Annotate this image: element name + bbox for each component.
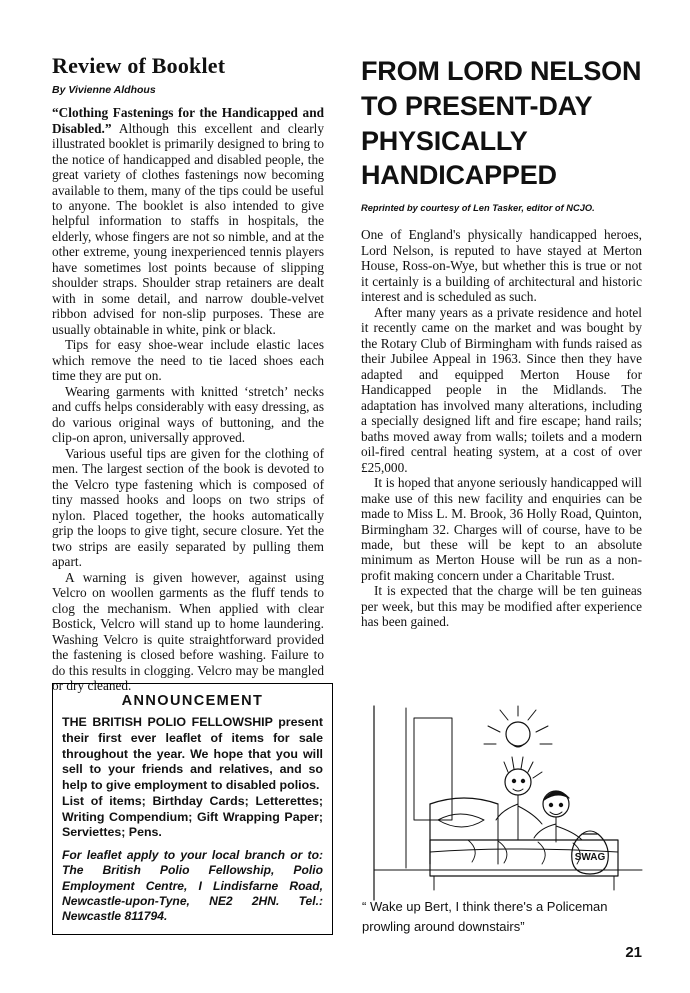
left-column: [52, 54, 324, 694]
lead-bold-title: “Clothing Fastenings for the Handicapped and Disabled.”: [52, 105, 324, 136]
paragraph: It is hoped that anyone seriously handicapped will make use of this new facility and enquiries can be made to Miss L. M. Brook, 36 Holly Road, Quinton, Birmingham 32. Charges will of course, have to be made, but these will be kept to an absolute minimum as Merton House will be run as a non-profit making concern under a Charitable Trust.: [361, 475, 642, 583]
right-column: [361, 54, 642, 630]
paragraph: For leaflet apply to your local branch or to: The British Polio Fellowship, Polio Employment Centre, I Lindisfarne Road, Newcastle-upon-Tyne, NE2 2HN. Tel.: Newcastle 811794.: [62, 848, 323, 924]
review-body: [52, 105, 324, 693]
paragraph: It is expected that the charge will be ten guineas per week, but this may be modified after experience has been gained.: [361, 583, 642, 630]
cartoon-illustration: [368, 700, 648, 930]
paragraph: Various useful tips are given for the clothing of men. The largest section of the book is devoted to the Velcro type fastening which is composed of tiny massed hooks and loops on two strips of nylon. Placed together, the hooks automatically grip the loops to give tight, secure closure. Yet the two strips are easily separated by pulling them apart.: [52, 445, 324, 570]
cartoon-caption: [362, 897, 662, 936]
paragraph: List of items; Birthday Cards; Letterettes; Writing Compendium; Gift Wrapping Paper; Serviettes; Pens.: [62, 793, 323, 840]
paragraph: THE BRITISH POLIO FELLOWSHIP present their first ever leaflet of items for sale throughout the year. We hope that you will sell to your friends and relatives, and so help to give employment to disabled polios.: [62, 715, 323, 792]
paragraph: After many years as a private residence and hotel it recently came on the market and was bought by the Rotary Club of Birmingham with funds raised as their Jubilee Appeal in 1963. Since then they have adapted and equipped Merton House for Handicapped people in the Midlands. The adaptation has involved many alterations, including a specially designed lift and fire escape; hand rails; baths moved away from walls; toilets and a modern oil-fired central heating system, at a cost of over £25,000.: [361, 304, 642, 475]
swag-label: SWAG: [574, 852, 606, 863]
paragraph: One of England's physically handicapped heroes, Lord Nelson, is reputed to have stayed at Merton House, Ross-on-Wye, but whether this is true or not it certainly is a building of architectural and historic interest and is scheduled as such.: [361, 227, 642, 305]
reprint-credit: Reprinted by courtesy of Len Tasker, editor of NCJO.: [361, 203, 595, 214]
paragraph: Tips for easy shoe-wear include elastic laces which remove the need to tie laced shoes each time they are put on.: [52, 337, 324, 384]
paragraph: A warning is given however, against using Velcro on woollen garments as the fluff tends to clog the mechanism. When applied with clear Bostick, Velcro will stand up to home laundering. Washing Velcro is quite straightforward provided the fastening is closed before washing. Failure to do this results in clogging. Velcro may be mangled or dry cleaned.: [52, 569, 324, 694]
announcement-footer: [62, 848, 323, 925]
caption-line-1: “ Wake up Bert, I think there's a Policeman: [362, 899, 608, 914]
page-number: 21: [625, 944, 642, 961]
page-title: Review of Booklet: [52, 53, 226, 78]
paragraph: [52, 105, 324, 337]
article-body: [361, 227, 642, 630]
announcement-box: [52, 683, 333, 935]
caption-line-2: prowling around downstairs”: [362, 918, 525, 934]
paragraph-text: Although this excellent and clearly illustrated booklet is primarily designed to bring to the notice of handicapped and disabled people, the great variety of clothes fastenings now becoming available to them, many of the tips could be useful to anyone. The booklet is also intended to give helpful information to staffs in hospitals, the elderly, whose fingers are not so nimble, and at the other extreme, young inexperienced tennis players have sometimes lost points because of slipping shoulder straps. Shoulder strap retainers are dealt with in some detail, and narrow double-velvet ribbon advised for non-slip purposes. These are usually obtainable in white, pink or black.: [52, 120, 324, 337]
article-headline: FROM LORD NELSON TO PRESENT-DAY PHYSICALLY HANDICAPPED: [361, 56, 642, 191]
announcement-heading: ANNOUNCEMENT: [121, 693, 264, 709]
byline: By Vivienne Aldhous: [52, 84, 156, 97]
paragraph: Wearing garments with knitted ‘stretch’ necks and cuffs helps considerably with easy dressing, as do various original ways of buttoning, and the clip-on apron, universally approved.: [52, 383, 324, 446]
announcement-body: [62, 715, 323, 841]
